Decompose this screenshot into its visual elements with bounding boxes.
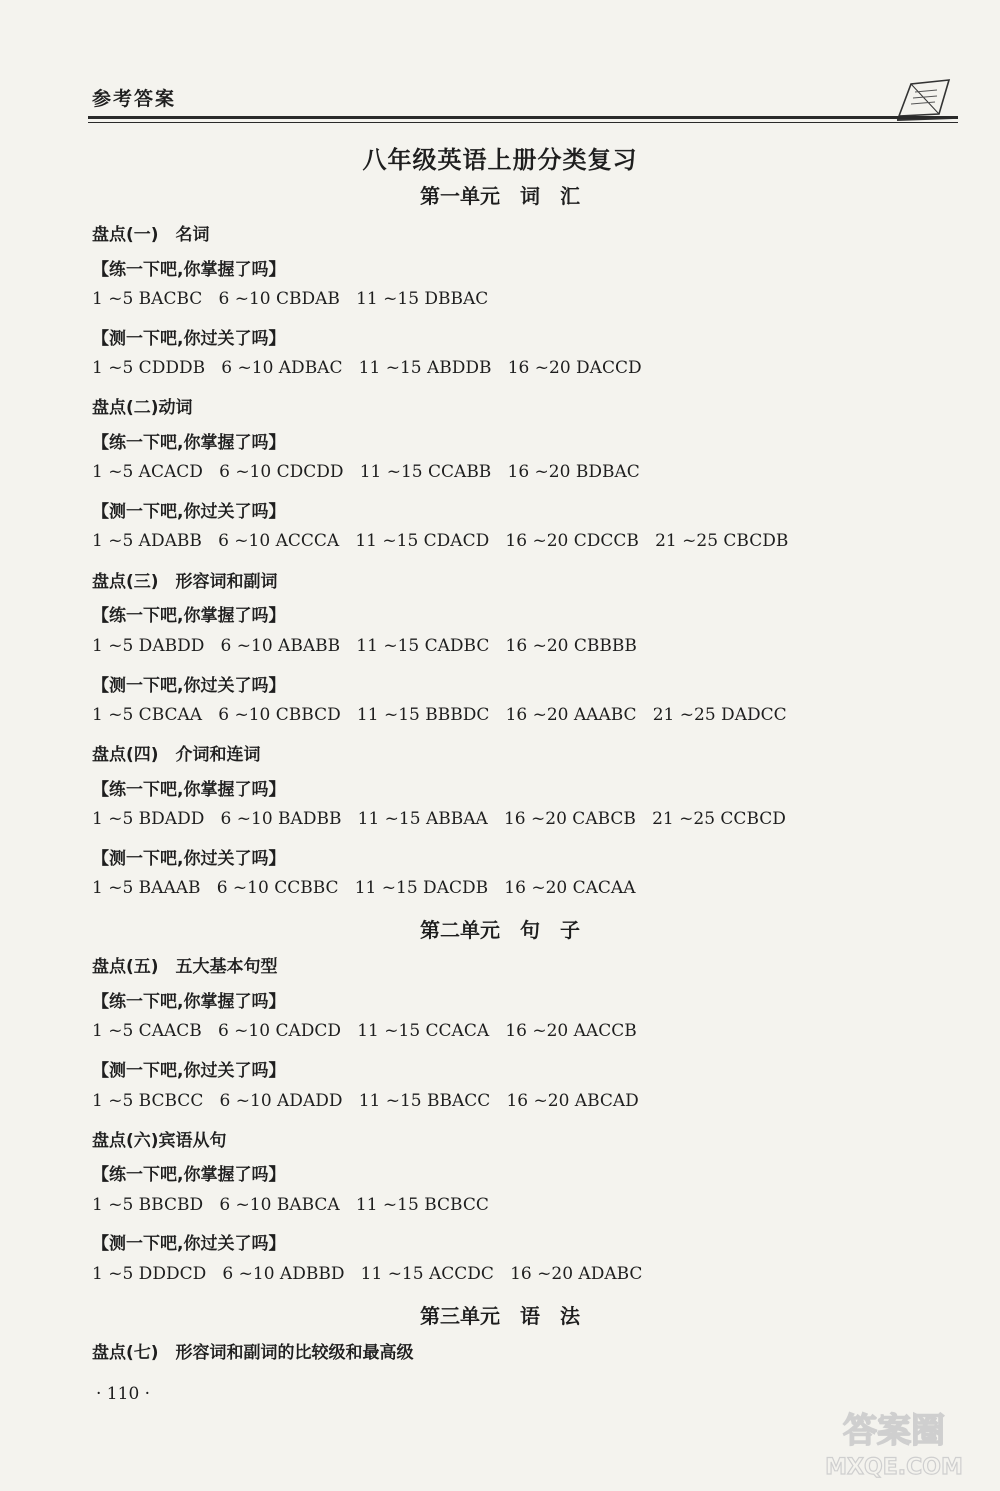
answer-line: 1 ~5 BDADD 6 ~10 BADBB 11 ~15 ABBAA 16 ~20 CABCB 21 ~25 CCBCD <box>92 809 786 829</box>
exercise-label: 【测一下吧,你过关了吗】 <box>92 329 286 349</box>
answer-line: 1 ~5 BACBC 6 ~10 CBDAB 11 ~15 DBBAC <box>92 289 489 309</box>
unit-title: 第二单元 句 子 <box>420 918 580 942</box>
watermark-text-cn: 答案圈 <box>843 1411 945 1451</box>
answer-line: 1 ~5 BCBCC 6 ~10 ADADD 11 ~15 BBACC 16 ~20 ABCAD <box>92 1091 639 1111</box>
exercise-label: 【测一下吧,你过关了吗】 <box>92 1234 286 1254</box>
section-title: 盘点(二)动词 <box>92 398 193 418</box>
exercise-label: 【测一下吧,你过关了吗】 <box>92 502 286 522</box>
answer-line: 1 ~5 ADABB 6 ~10 ACCCA 11 ~15 CDACD 16 ~20 CDCCB 21 ~25 CBCDB <box>92 531 789 551</box>
answer-line: 1 ~5 DABDD 6 ~10 ABABB 11 ~15 CADBC 16 ~20 CBBBB <box>92 636 637 656</box>
answer-line: 1 ~5 CDDDB 6 ~10 ADBAC 11 ~15 ABDDB 16 ~20 DACCD <box>92 358 642 378</box>
section-title: 盘点(三) 形容词和副词 <box>92 572 278 592</box>
page-title: 八年级英语上册分类复习 <box>362 146 638 174</box>
answer-line: 1 ~5 ACACD 6 ~10 CDCDD 11 ~15 CCABB 16 ~20 BDBAC <box>92 462 640 482</box>
answer-line: 1 ~5 DDDCD 6 ~10 ADBBD 11 ~15 ACCDC 16 ~20 ADABC <box>92 1264 643 1284</box>
section-title: 盘点(五) 五大基本句型 <box>92 957 278 977</box>
section-title: 盘点(四) 介词和连词 <box>92 745 261 765</box>
answer-line: 1 ~5 CBCAA 6 ~10 CBBCD 11 ~15 BBBDC 16 ~20 AAABC 21 ~25 DADCC <box>92 705 787 725</box>
unit-title: 第一单元 词 汇 <box>420 184 580 208</box>
header-label: 参考答案 <box>92 88 177 110</box>
exercise-label: 【测一下吧,你过关了吗】 <box>92 676 286 696</box>
exercise-label: 【练一下吧,你掌握了吗】 <box>92 992 286 1012</box>
section-title: 盘点(一) 名词 <box>92 225 210 245</box>
answer-line: 1 ~5 CAACB 6 ~10 CADCD 11 ~15 CCACA 16 ~20 AACCB <box>92 1021 637 1041</box>
section-title: 盘点(七) 形容词和副词的比较级和最高级 <box>92 1343 414 1363</box>
section-title: 盘点(六)宾语从句 <box>92 1131 227 1151</box>
exercise-label: 【练一下吧,你掌握了吗】 <box>92 1165 286 1185</box>
watermark-logo <box>806 1402 982 1482</box>
exercise-label: 【练一下吧,你掌握了吗】 <box>92 780 286 800</box>
exercise-label: 【测一下吧,你过关了吗】 <box>92 1061 286 1081</box>
answer-line: 1 ~5 BBCBD 6 ~10 BABCA 11 ~15 BCBCC <box>92 1195 489 1215</box>
answer-line: 1 ~5 BAAAB 6 ~10 CCBBC 11 ~15 DACDB 16 ~20 CACAA <box>92 878 636 898</box>
exercise-label: 【测一下吧,你过关了吗】 <box>92 849 286 869</box>
exercise-label: 【练一下吧,你掌握了吗】 <box>92 606 286 626</box>
header-rule-thin <box>88 122 958 123</box>
header-rule <box>88 116 958 119</box>
page-number: · 110 · <box>96 1384 151 1404</box>
watermark-text-url: MXQE.COM <box>825 1455 963 1480</box>
exercise-label: 【练一下吧,你掌握了吗】 <box>92 433 286 453</box>
exercise-label: 【练一下吧,你掌握了吗】 <box>92 260 286 280</box>
unit-title: 第三单元 语 法 <box>420 1304 580 1328</box>
